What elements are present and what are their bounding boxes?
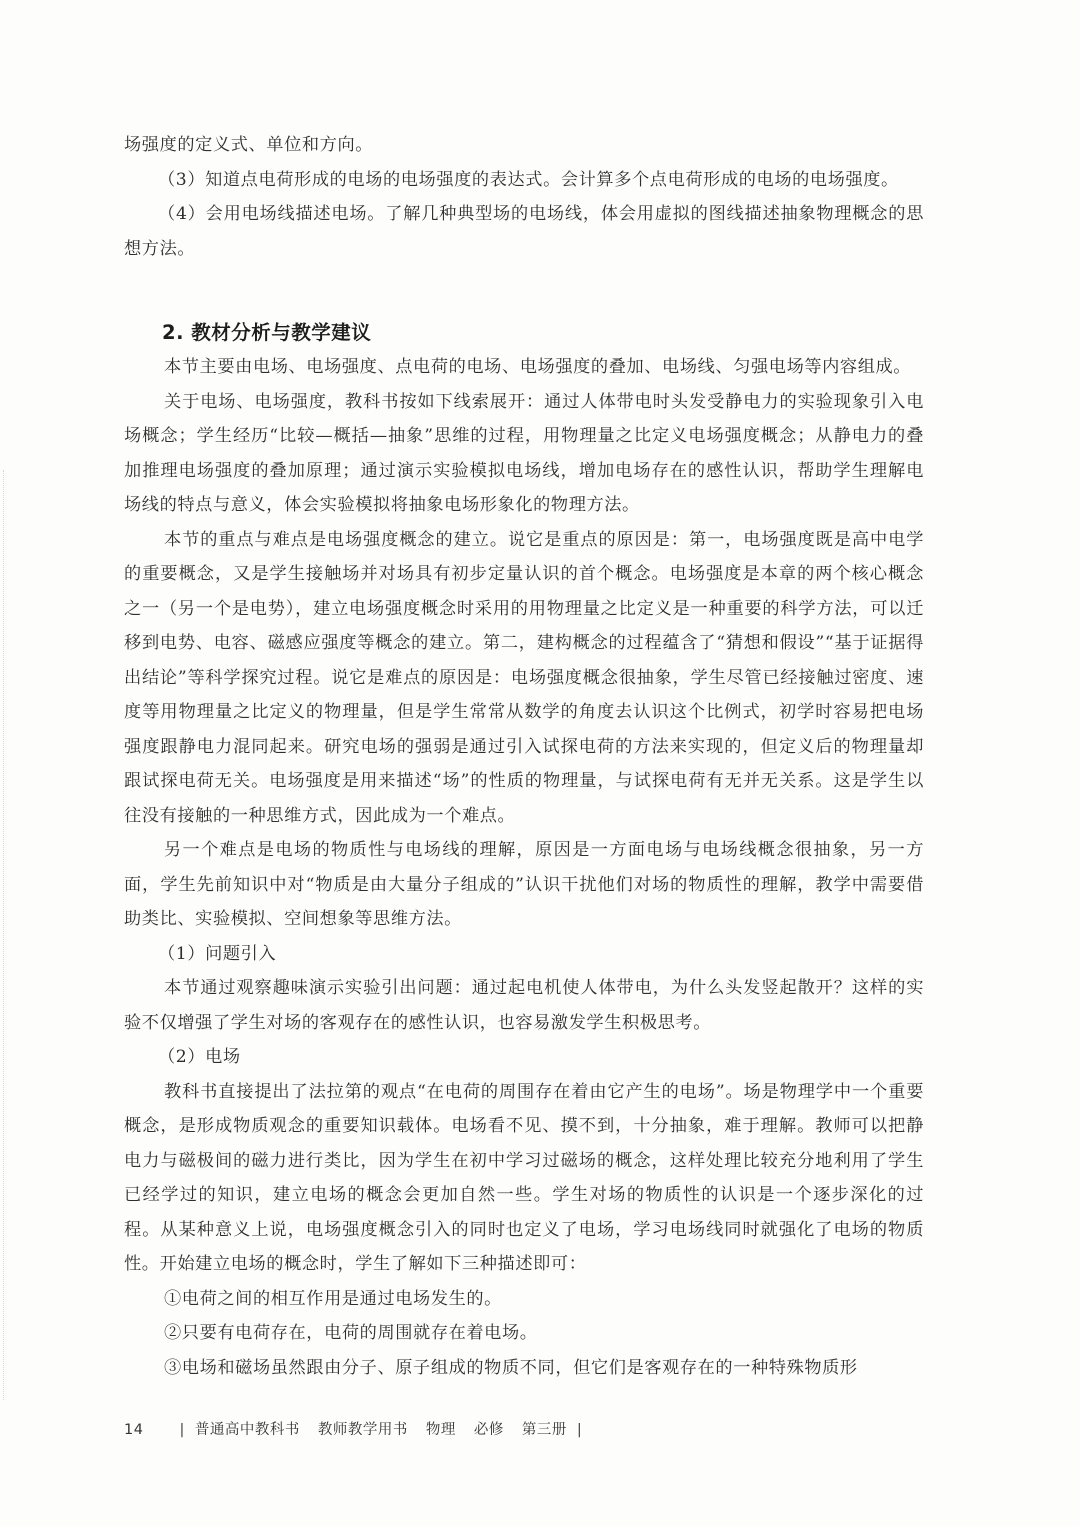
footer-separator: | <box>179 1422 185 1438</box>
list-item-1: ①电荷之间的相互作用是通过电场发生的。 <box>164 1288 502 1309</box>
footer-book-type: 教师教学用书 <box>317 1422 408 1438</box>
paragraph-2: 关于电场、电场强度，教科书按如下线索展开：通过人体带电时头发受静电力的实验现象引入电场概念；学生经历“比较—概括—抽象”思维的过程，用物理量之比定义电场强度概念；从静电力的叠加推理电场强度的叠加原理；通过演示实验模拟电场线，增加电场存在的感性认识，帮助学生理解电场线的特点与意义，体会实验模拟将抽象电场形象化的物理方法。 <box>124 391 924 515</box>
list-item-3: ③电场和磁场虽然跟由分子、原子组成的物质不同，但它们是客观存在的一种特殊物质形 <box>164 1357 858 1378</box>
footer-volume: 第三册 <box>521 1422 567 1438</box>
list-item-2: ②只要有电荷存在，电荷的周围就存在着电场。 <box>164 1323 538 1343</box>
page-content <box>124 128 924 1385</box>
page-number: 14 <box>124 1422 144 1438</box>
subheading-electric-field: （2）电场 <box>158 1047 241 1067</box>
footer-series: 普通高中教科书 <box>194 1422 300 1438</box>
paragraph-4: 另一个难点是电场的物质性与电场线的理解，原因是一方面电场与电场线概念很抽象，另一方面，学生先前知识中对“物质是由大量分子组成的”认识干扰他们对场的物质性的理解，教学中需要借助类比、实验模拟、空间想象等思维方法。 <box>124 840 924 929</box>
paragraph-6: 教科书直接提出了法拉第的观点“在电荷的周围存在着由它产生的电场”。场是物理学中一个重要概念，是形成物质观念的重要知识载体。电场看不见、摸不到，十分抽象，难于理解。教师可以把静电力与磁极间的磁力进行类比，因为学生在初中学习过磁场的概念，这样处理比较充分地利用了学生已经学过的知识，建立电场的概念会更加自然一些。学生对场的物质性的认识是一个逐步深化的过程。从某种意义上说，电场强度概念引入的同时也定义了电场，学习电场线同时就强化了电场的物质性。开始建立电场的概念时，学生了解如下三种描述即可： <box>124 1081 924 1274</box>
continued-line: 场强度的定义式、单位和方向。 <box>124 135 374 155</box>
page-edge-mark <box>3 470 5 1400</box>
footer-track: 必修 <box>473 1422 504 1438</box>
objective-4: （4）会用电场线描述电场。了解几种典型场的电场线，体会用虚拟的图线描述抽象物理概念的思想方法。 <box>124 204 924 259</box>
paragraph-5: 本节通过观察趣味演示实验引出问题：通过起电机使人体带电，为什么头发竖起散开？这样的实验不仅增强了学生对场的客观存在的感性认识，也容易激发学生积极思考。 <box>124 978 924 1033</box>
paragraph-1: 本节主要由电场、电场强度、点电荷的电场、电场强度的叠加、电场线、匀强电场等内容组成。 <box>164 357 912 377</box>
subheading-problem-intro: （1）问题引入 <box>158 943 277 964</box>
objective-3: （3）知道点电荷形成的电场的电场强度的表达式。会计算多个点电荷形成的电场的电场强度。 <box>158 169 899 190</box>
footer-subject: 物理 <box>425 1422 456 1438</box>
section-heading: 2. 教材分析与教学建议 <box>162 321 372 344</box>
paragraph-3: 本节的重点与难点是电场强度概念的建立。说它是重点的原因是：第一，电场强度既是高中电学的重要概念，又是学生接触场并对场具有初步定量认识的首个概念。电场强度是本章的两个核心概念之一（另一个是电势），建立电场强度概念时采用的用物理量之比定义是一种重要的科学方法，可以迁移到电势、电容、磁感应强度等概念的建立。第二，建构概念的过程蕴含了“猜想和假设”“基于证据得出结论”等科学探究过程。说它是难点的原因是：电场强度概念很抽象，学生尽管已经接触过密度、速度等用物理量之比定义的物理量，但是学生常常从数学的角度去认识这个比例式，初学时容易把电场强度跟静电力混同起来。研究电场的强弱是通过引入试探电荷的方法来实现的，但定义后的物理量却跟试探电荷无关。电场强度是用来描述“场”的性质的物理量，与试探电荷有无并无关系。这是学生以往没有接触的一种思维方式，因此成为一个难点。 <box>124 529 924 826</box>
footer-separator-end: | <box>576 1422 583 1438</box>
page-footer <box>124 1418 592 1439</box>
